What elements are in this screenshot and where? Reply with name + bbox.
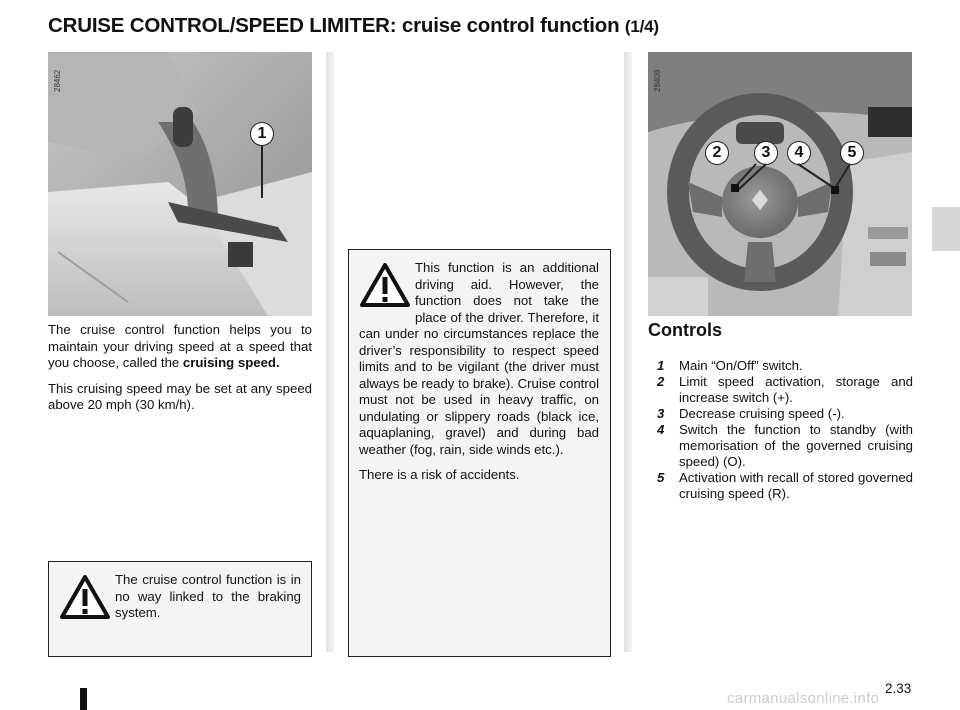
driver-responsibility-warning-box [348, 249, 611, 657]
callout-2: 2 [705, 141, 729, 165]
column-divider [624, 52, 632, 652]
intro-text [48, 322, 312, 423]
controls-list [657, 358, 913, 502]
right-photo-code: 28409 [653, 69, 662, 92]
callout-3: 3 [754, 141, 778, 165]
page-title-text: CRUISE CONTROL/SPEED LIMITER: cruise control function [48, 14, 620, 37]
warning-paragraph-2: There is a risk of accidents. [359, 467, 520, 482]
callout-1: 1 [250, 122, 274, 146]
page-title [48, 14, 659, 38]
braking-warning-box [48, 561, 312, 657]
page-part: (1/4) [624, 17, 659, 36]
list-item: 2 Limit speed activation, storage and increase switch (+). [657, 374, 913, 405]
callout-5: 5 [840, 141, 864, 165]
chapter-tab [932, 207, 960, 251]
intro-paragraph-1: The cruise control function helps you to maintain your driving speed at a speed that you choose, called the cruising speed. [48, 322, 312, 370]
left-photo-code: 28462 [53, 69, 62, 92]
list-item: 1 Main “On/Off” switch. [657, 358, 803, 373]
watermark: carmanualsonline.info [727, 690, 880, 707]
gear-lever-photo [48, 52, 312, 316]
page-number: 2.33 [885, 681, 912, 696]
braking-warning-text: The cruise control function is in no way linked to the braking system. [115, 572, 301, 620]
list-item: 3 Decrease cruising speed (-). [657, 406, 845, 421]
callout-1-leader [261, 146, 263, 198]
callout-leader-lines [648, 150, 912, 240]
controls-heading: Controls [648, 320, 722, 340]
warning-triangle-icon [59, 574, 111, 620]
callout-4: 4 [787, 141, 811, 165]
warning-paragraph-1: This function is an additional driving aid. However, the function does not take the place of the driver. Therefore, it can under no circumstances replace the driver’s responsibility to respect speed limits and to be vigilant (the driver must always be ready to brake). Cruise control must not be used in heavy traffic, on undulating or slippery roads (black ice, aquaplaning, gravel) and during bad weather (fog, rain, side winds etc.). [359, 260, 599, 457]
intro-paragraph-2: This cruising speed may be set at any speed above 20 mph (30 km/h). [48, 380, 312, 412]
list-item: 4 Switch the function to standby (with memorisation of the governed cruising speed) (O). [657, 422, 913, 469]
list-item: 5 Activation with recall of stored governed cruising speed (R). [657, 470, 913, 501]
column-divider [326, 52, 334, 652]
footer-bar [80, 688, 87, 710]
